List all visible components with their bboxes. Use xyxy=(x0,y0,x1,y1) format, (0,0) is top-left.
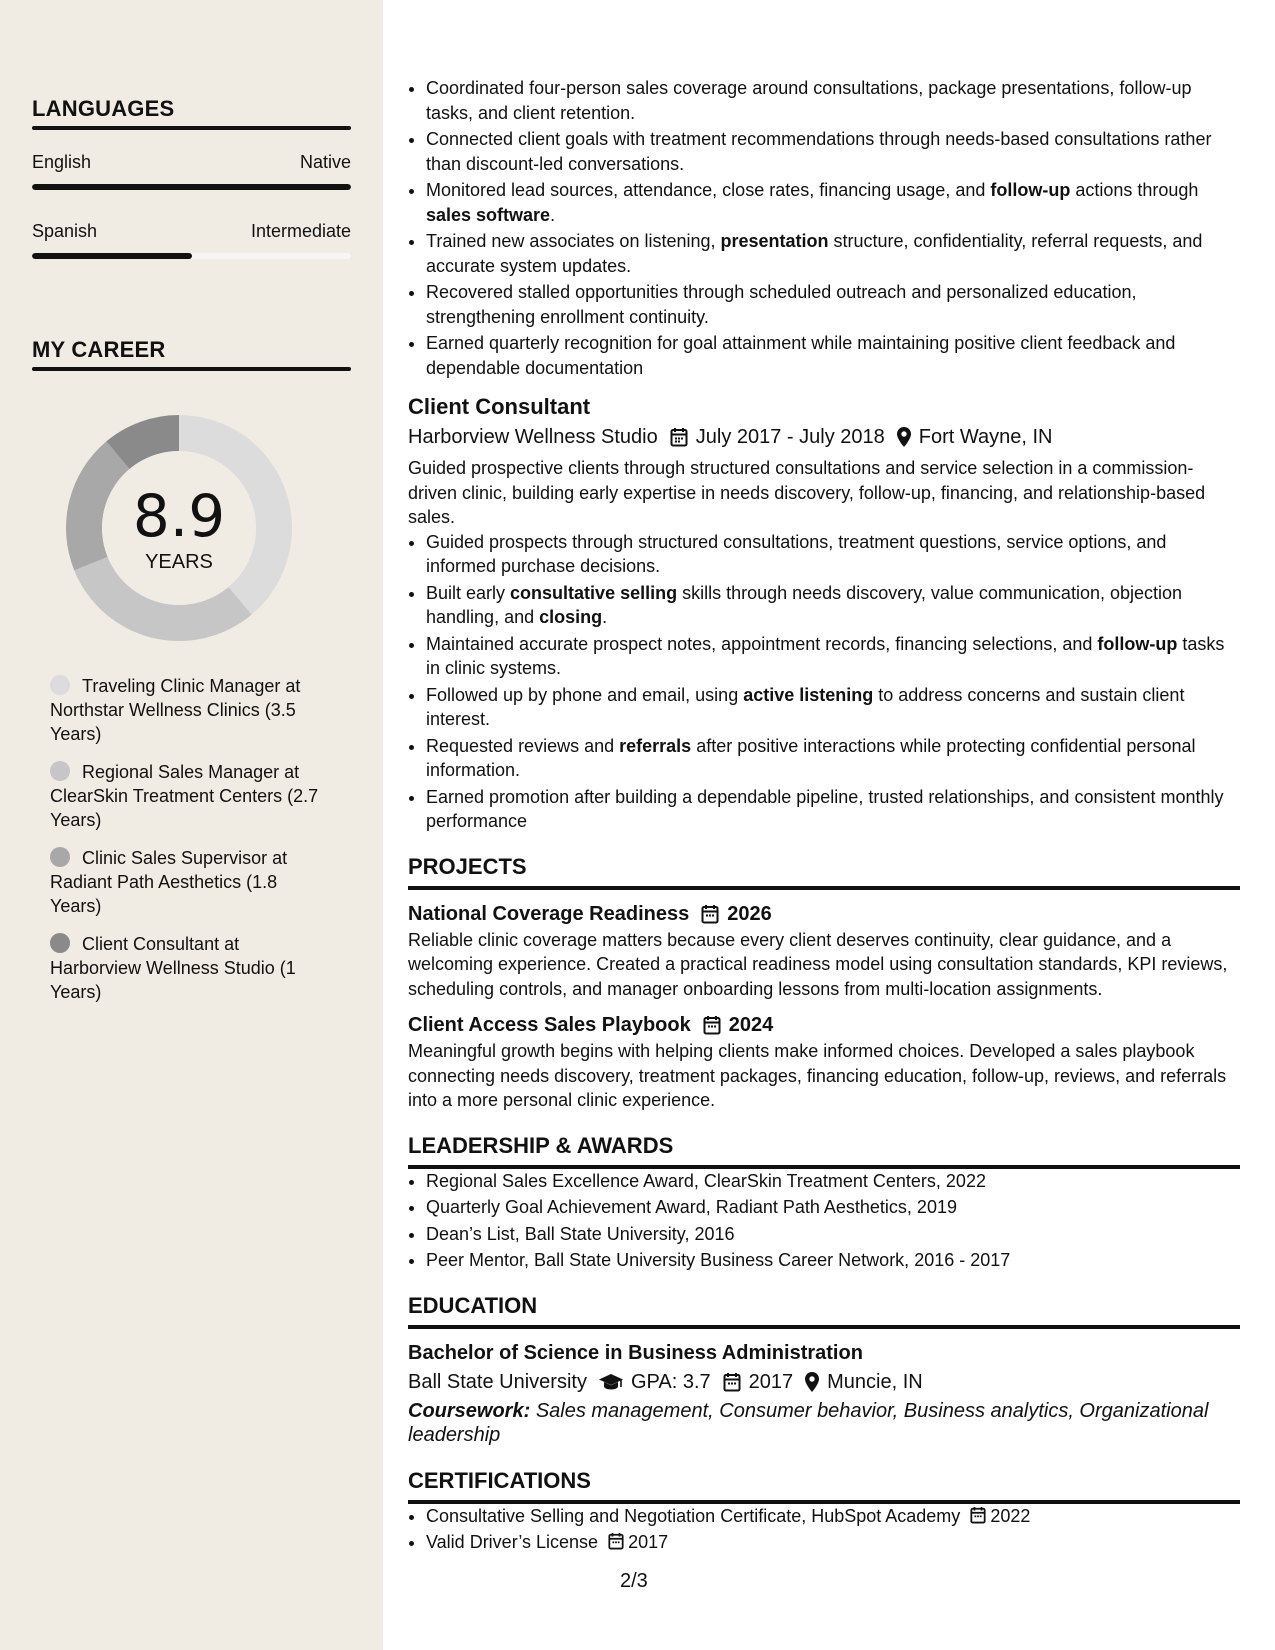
projects-title: PROJECTS xyxy=(408,854,1240,890)
coursework-text: Sales management, Consumer behavior, Business analytics, Organizational leadership xyxy=(408,1399,1209,1446)
project-title xyxy=(408,1011,1240,1039)
languages-rule xyxy=(32,126,351,130)
career-legend-item xyxy=(50,846,320,918)
legend-label: Regional Sales Manager at ClearSkin Treatment Centers (2.7 Years) xyxy=(50,762,319,830)
education-gpa: GPA: 3.7 xyxy=(630,1370,711,1393)
bullet: • Earned quarterly recognition for goal attainment while maintaining positive client feedback and dependable documentation xyxy=(426,331,1240,380)
graduation-cap-icon xyxy=(599,1373,623,1391)
education-location: Muncie, IN xyxy=(827,1370,923,1393)
calendar-icon xyxy=(970,1506,986,1524)
language-row-english xyxy=(32,152,351,173)
education-meta xyxy=(408,1367,1240,1397)
location-pin-icon xyxy=(897,427,911,447)
job-meta xyxy=(408,422,1240,452)
bullet: • Followed up by phone and email, using active listening to address concerns and sustain client interest. xyxy=(426,683,1240,732)
job-dates: July 2017 - July 2018 xyxy=(695,426,885,448)
project-description: Reliable clinic coverage matters because every client deserves continuity, clear guidance, and a welcoming experience. Created a practical readiness model using consultation standards, KPI reviews, scheduling controls, and manager onboarding lessons from multi-location assignments. xyxy=(408,929,1228,999)
leadership-item: • Quarterly Goal Achievement Award, Radiant Path Aesthetics, 2019 xyxy=(426,1195,1240,1220)
bullet: • Monitored lead sources, attendance, close rates, financing usage, and follow-up actions through sales software. xyxy=(426,178,1240,227)
leadership-list xyxy=(408,1169,1240,1273)
calendar-icon xyxy=(703,1015,721,1035)
certification-year: 2022 xyxy=(990,1505,1031,1526)
language-name: English xyxy=(32,152,92,172)
language-bar-fill xyxy=(32,184,351,190)
language-level: Intermediate xyxy=(250,221,351,241)
certifications-list xyxy=(408,1504,1240,1555)
language-level: Native xyxy=(299,152,351,172)
career-donut-chart xyxy=(66,415,292,641)
bullet: • Recovered stalled opportunities through scheduled outreach and personalized education, strengthening enrollment continuity. xyxy=(426,280,1240,329)
legend-label: Traveling Clinic Manager at Northstar Wellness Clinics (3.5 Years) xyxy=(50,676,301,744)
leadership-item: • Regional Sales Excellence Award, ClearSkin Treatment Centers, 2022 xyxy=(426,1169,1240,1194)
languages-title: LANGUAGES xyxy=(32,96,175,121)
career-rule xyxy=(32,367,351,371)
certification-name: Consultative Selling and Negotiation Certificate, HubSpot Academy xyxy=(426,1505,961,1526)
leadership-title: LEADERSHIP & AWARDS xyxy=(408,1133,1240,1169)
career-legend-item xyxy=(50,760,320,832)
bullet: • Requested reviews and referrals after positive interactions while protecting confidential personal information. xyxy=(426,734,1240,783)
legend-dot xyxy=(50,933,70,953)
education-degree: Bachelor of Science in Business Administration xyxy=(408,1341,863,1364)
calendar-icon xyxy=(701,904,719,924)
language-bar-fill xyxy=(32,253,192,259)
language-bar-spanish xyxy=(32,253,351,259)
location-pin-icon xyxy=(805,1372,819,1392)
legend-dot xyxy=(50,847,70,867)
sidebar xyxy=(0,0,383,1650)
language-bar-english xyxy=(32,184,351,190)
project-year: 2026 xyxy=(727,902,772,925)
leadership-item: • Dean’s List, Ball State University, 2016 xyxy=(426,1222,1240,1247)
bullet: • Guided prospects through structured consultations, treatment questions, service options, and informed purchase decisions. xyxy=(426,530,1240,579)
certification-item xyxy=(426,1530,1240,1555)
bullet: • Earned promotion after building a dependable pipeline, trusted relationships, and consistent monthly performance xyxy=(426,785,1240,834)
certifications-title: CERTIFICATIONS xyxy=(408,1468,1240,1504)
education-year: 2017 xyxy=(748,1370,794,1393)
certification-name: Valid Driver’s License xyxy=(426,1532,599,1552)
project-name: National Coverage Readiness xyxy=(408,902,690,925)
career-legend xyxy=(50,674,320,1018)
job-summary: Guided prospective clients through structured consultations and service selection in a commission-driven clinic, building early expertise in needs discovery, follow-up, financing, and relationship-based sales. xyxy=(408,458,1206,527)
bullet: • Coordinated four-person sales coverage around consultations, package presentations, follow-up tasks, and client retention. xyxy=(426,76,1240,125)
career-total-value: 8.9 xyxy=(132,482,226,550)
calendar-icon xyxy=(723,1372,741,1392)
language-name: Spanish xyxy=(32,221,98,241)
prev-job-bullets xyxy=(408,76,1240,380)
calendar-icon xyxy=(608,1532,624,1550)
page-number: 2/3 xyxy=(620,1570,648,1592)
certification-item xyxy=(426,1504,1240,1529)
language-row-spanish xyxy=(32,221,351,242)
leadership-item: • Peer Mentor, Ball State University Business Career Network, 2016 - 2017 xyxy=(426,1248,1240,1273)
job-bullets xyxy=(408,530,1240,834)
project-year: 2024 xyxy=(728,1014,774,1036)
bullet: • Trained new associates on listening, presentation structure, confidentiality, referral requests, and accurate system updates. xyxy=(426,229,1240,278)
legend-label: Client Consultant at Harborview Wellness Studio (1 Years) xyxy=(50,934,296,1002)
calendar-icon xyxy=(670,427,688,447)
career-title: MY CAREER xyxy=(32,337,166,362)
career-total-unit: YEARS xyxy=(145,551,213,573)
legend-dot xyxy=(50,675,70,695)
legend-label: Clinic Sales Supervisor at Radiant Path Aesthetics (1.8 Years) xyxy=(50,848,288,916)
bullet: • Built early consultative selling skills through needs discovery, value communication, objection handling, and closing. xyxy=(426,581,1240,630)
job-title: Client Consultant xyxy=(408,394,591,419)
project-title xyxy=(408,900,1240,928)
education-title: EDUCATION xyxy=(408,1293,1240,1329)
coursework-label: Coursework: xyxy=(408,1399,531,1422)
bullet: • Maintained accurate prospect notes, appointment records, financing selections, and follow-up tasks in clinic systems. xyxy=(426,632,1240,681)
project-description: Meaningful growth begins with helping clients make informed choices. Developed a sales playbook connecting needs discovery, treatment packages, financing education, follow-up, reviews, and referrals into a more personal clinic experience. xyxy=(408,1041,1227,1110)
certification-year: 2017 xyxy=(628,1532,669,1552)
job-company: Harborview Wellness Studio xyxy=(408,426,658,448)
job-location: Fort Wayne, IN xyxy=(918,426,1053,448)
career-legend-item xyxy=(50,674,320,746)
bullet: • Connected client goals with treatment recommendations through needs-based consultations rather than discount-led conversations. xyxy=(426,127,1240,176)
education-coursework xyxy=(408,1399,1240,1448)
main-content xyxy=(408,76,1240,1557)
career-legend-item xyxy=(50,932,320,1004)
education-school: Ball State University xyxy=(408,1370,587,1393)
legend-dot xyxy=(50,761,70,781)
project-name: Client Access Sales Playbook xyxy=(408,1014,691,1036)
